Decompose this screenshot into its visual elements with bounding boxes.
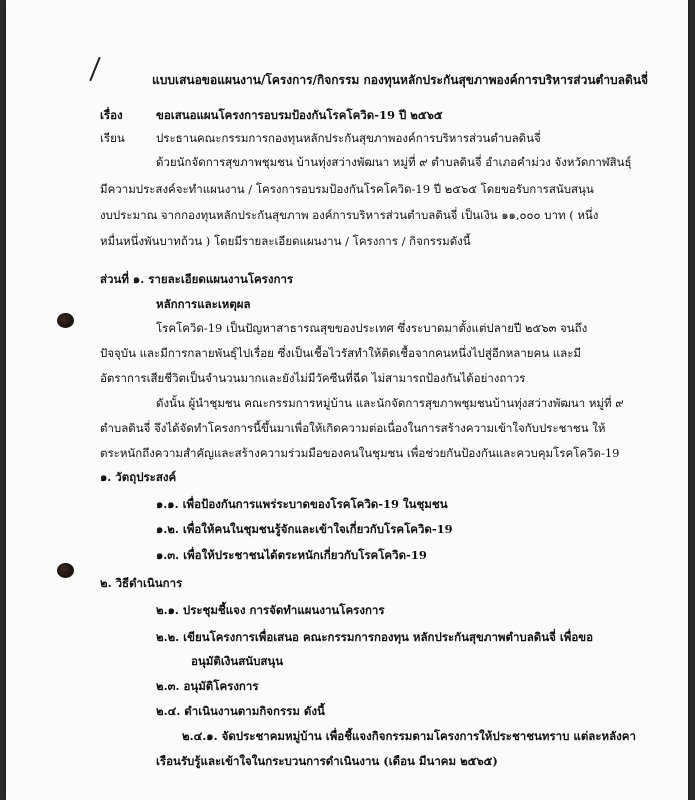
part1-heading: ส่วนที่ ๑. รายละเอียดแผนงานโครงการ bbox=[100, 272, 294, 286]
document-page bbox=[6, 0, 688, 800]
subject-label: เรื่อง bbox=[100, 108, 123, 122]
pen-mark bbox=[89, 57, 101, 82]
recipient-text: ประธานคณะกรรมการกองทุนหลักประกันสุขภาพองค์การบริหารส่วนตำบลดินจี่ bbox=[156, 131, 541, 145]
method-item: ๒.๑. ประชุมชี้แจง การจัดทำแผนงานโครงการ bbox=[156, 603, 385, 617]
intro-line: งบประมาณ จากกองทุนหลักประกันสุขภาพ องค์การบริหารส่วนตำบลดินจี่ เป็นเงิน ๑๑,๐๐๐ บาท ( หนึ่ง bbox=[100, 208, 599, 222]
objective-item: ๑.๑. เพื่อป้องกันการแพร่ระบาดของโรคโควิด-19 ในชุมชน bbox=[156, 497, 448, 511]
principles-line: ปัจจุบัน และมีการกลายพันธุ์ไปเรื่อย ซึ่งเป็นเชื้อไวรัสทำให้ติดเชื้อจากคนหนึ่งไปสู่อีกหลายคน และมี bbox=[100, 346, 581, 360]
method-item: ๒.๔. ดำเนินงานตามกิจกรรม ดังนี้ bbox=[156, 704, 325, 718]
subject-text: ขอเสนอแผนโครงการอบรมป้องกันโรคโควิด-19 ปี ๒๕๖๕ bbox=[156, 108, 443, 122]
document-title: แบบเสนอขอแผนงาน/โครงการ/กิจกรรม กองทุนหลักประกันสุขภาพองค์การบริหารส่วนตำบลดินจี่ bbox=[152, 73, 649, 87]
principles-line: อัตราการเสียชีวิตเป็นจำนวนมากและยังไม่มีวัคซีนที่ฉีด ไม่สามารถป้องกันได้อย่างถาวร bbox=[100, 371, 526, 385]
method-item: เรือนรับรู้และเข้าใจในกระบวนการดำเนินงาน (เดือน มีนาคม ๒๕๖๕) bbox=[156, 754, 498, 768]
objectives-heading: ๑. วัตถุประสงค์ bbox=[100, 470, 177, 484]
method-item: ๒.๒. เขียนโครงการเพื่อเสนอ คณะกรรมการกองทุน หลักประกันสุขภาพตำบลดินจี่ เพื่อขอ bbox=[156, 630, 594, 644]
method-item: อนุมัติเงินสนับสนุน bbox=[191, 654, 284, 668]
principles-line: โรคโควิด-19 เป็นปัญหาสาธารณสุขของประเทศ ซึ่งระบาดมาตั้งแต่ปลายปี ๒๕๖๓ จนถึง bbox=[156, 321, 588, 335]
method-item: ๒.๔.๑. จัดประชาคมหมู่บ้าน เพื่อชี้แจงกิจกรรมตามโครงการให้ประชาชนทราบ แต่ละหลังคา bbox=[182, 729, 636, 743]
intro-line: มีความประสงค์จะทำแผนงาน / โครงการอบรมป้องกันโรคโควิด-19 ปี ๒๕๖๕ โดยขอรับการสนับสนุน bbox=[100, 182, 594, 196]
principles-line: ตำบลดินจี่ จึงได้จัดทำโครงการนี้ขึ้นมาเพื่อให้เกิดความต่อเนื่องในการสร้างความเข้าใจกับประชาชน ให้ bbox=[100, 421, 606, 435]
method-item: ๒.๓. อนุมัติโครงการ bbox=[156, 679, 259, 693]
recipient-label: เรียน bbox=[100, 131, 125, 145]
intro-line: ด้วยนักจัดการสุขภาพชุมชน บ้านทุ่งสว่างพัฒนา หมู่ที่ ๙ ตำบลดินจี่ อำเภอคำม่วง จังหวัดกาฬสินธุ์ bbox=[156, 155, 632, 169]
intro-line: หมื่นหนึ่งพันบาทถ้วน ) โดยมีรายละเอียดแผนงาน / โครงการ / กิจกรรมดังนี้ bbox=[100, 234, 471, 248]
objective-item: ๑.๒. เพื่อให้คนในชุมชนรู้จักและเข้าใจเกี่ยวกับโรคโควิด-19 bbox=[156, 522, 453, 536]
punch-hole-top bbox=[57, 313, 74, 328]
principles-line: ตระหนักถึงความสำคัญและสร้างความร่วมมือของคนในชุมชน เพื่อช่วยกันป้องกันและควบคุมโรคโควิด-19 bbox=[100, 446, 620, 460]
principles-line: ดังนั้น ผู้นำชุมชน คณะกรรมการหมู่บ้าน และนักจัดการสุขภาพชุมชนบ้านทุ่งสว่างพัฒนา หมู่ที่ ๙ bbox=[156, 396, 624, 410]
methods-heading: ๒. วิธีดำเนินการ bbox=[100, 576, 183, 590]
punch-hole-bottom bbox=[57, 563, 74, 578]
principles-heading: หลักการและเหตุผล bbox=[156, 297, 251, 311]
objective-item: ๑.๓. เพื่อให้ประชาชนได้ตระหนักเกี่ยวกับโรคโควิด-19 bbox=[156, 548, 427, 562]
